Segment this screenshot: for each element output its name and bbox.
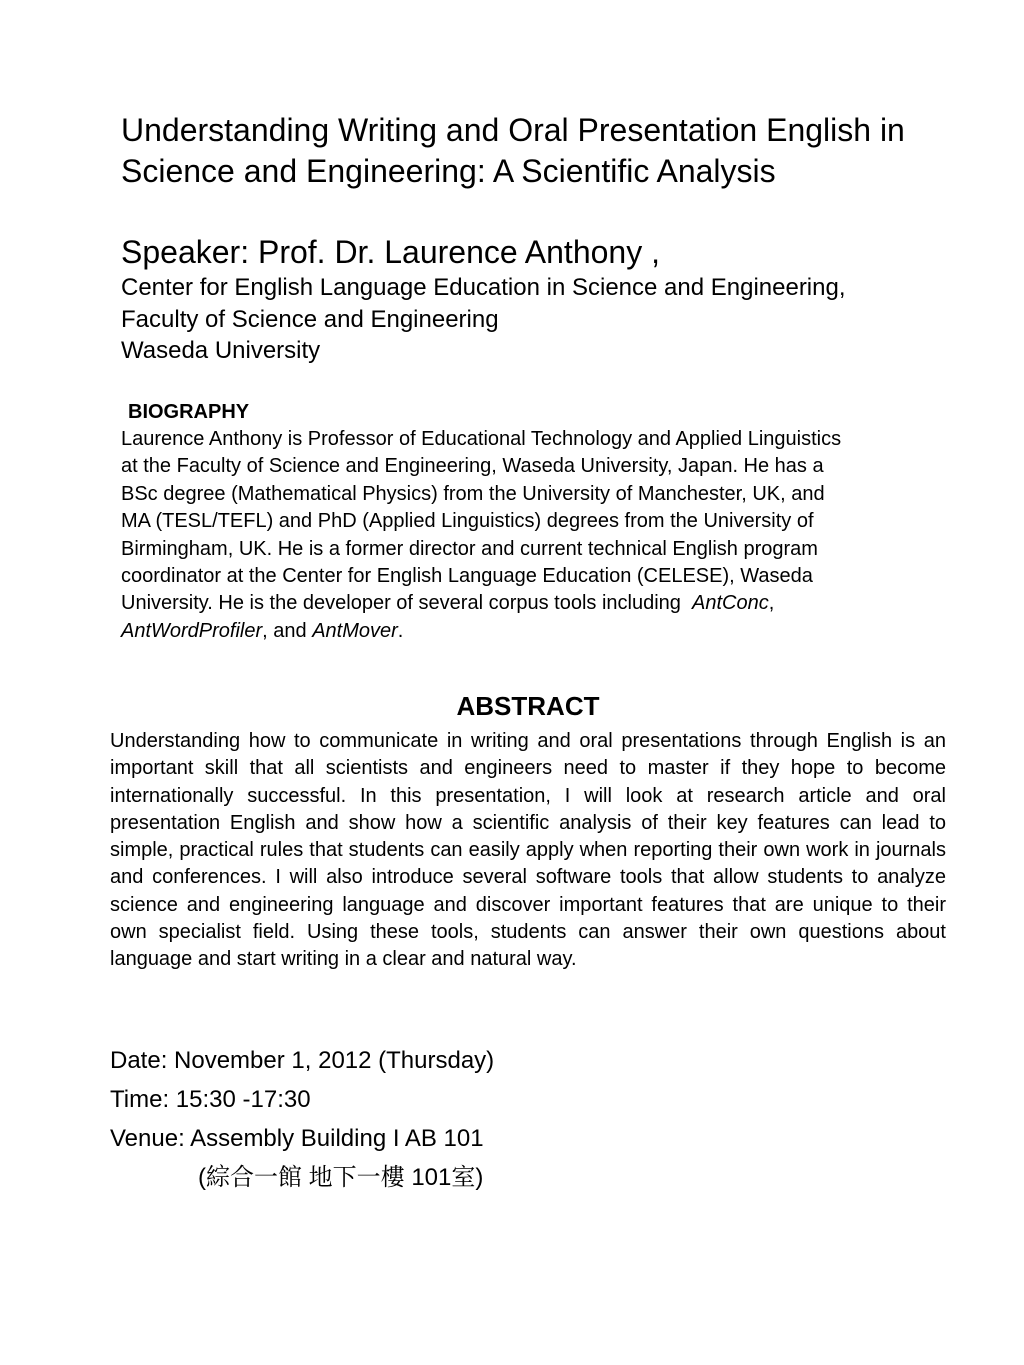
abstract-text: Understanding how to communicate in writing and oral presentations through English is an important skill that all scientists and engineers need to master if they hope to become internationally successful. In this presentation, I will look at research article and oral presentation English and show how a scientific analysis of their key features can lead to simple, practical rules that students can easily apply when reporting their own work in journals and conferences. I will also introduce several software tools that allow students to analyze science and engineering language and discover important features that are unique to their own specialist field. Using these tools, students can answer their own questions about language and start writing in a clear and natural way. (110, 730, 946, 971)
affiliation-line: Waseda University (121, 337, 321, 364)
event-venue: Venue: Assembly Building I AB 101 (110, 1125, 484, 1152)
affiliation-line: Faculty of Science and Engineering (121, 305, 499, 333)
separator: , (768, 592, 775, 615)
event-details (110, 1041, 990, 1158)
affiliation-line: Center for English Language Education in Science and Engineering, (121, 274, 846, 301)
biography-line-text: University. He is the developer of several corpus tools including (121, 592, 681, 615)
biography-line: coordinator at the Center for English Language Education (CELESE), Waseda (121, 565, 813, 588)
biography-heading: BIOGRAPHY (128, 401, 250, 423)
tool-name-antconc: AntConc (692, 592, 769, 615)
biography-line: at the Faculty of Science and Engineering, Waseda University, Japan. He has a (121, 455, 824, 478)
tool-name-antwordprofiler: AntWordProfiler (121, 619, 263, 642)
biography-text (121, 426, 971, 645)
biography-line (121, 590, 971, 617)
abstract-heading: ABSTRACT (456, 691, 600, 721)
tool-name-antmover: AntMover (312, 619, 398, 642)
event-time: Time: 15:30 -17:30 (110, 1086, 311, 1113)
speaker-block (121, 232, 1001, 367)
biography-line: Laurence Anthony is Professor of Educational Technology and Applied Linguistics (121, 428, 842, 450)
biography-line: MA (TESL/TEFL) and PhD (Applied Linguistics) degrees from the University of (121, 510, 814, 533)
title-line: Science and Engineering: A Scientific Analysis (121, 153, 776, 189)
event-date: Date: November 1, 2012 (Thursday) (110, 1047, 495, 1074)
venue-room-note: (綜合一館 地下一樓 101室) (198, 1164, 484, 1191)
biography-line (121, 618, 971, 645)
title-line: Understanding Writing and Oral Presentation English in (121, 112, 905, 148)
speaker-name: Speaker: Prof. Dr. Laurence Anthony , (121, 234, 660, 270)
sentence-end: . (397, 619, 404, 642)
biography-line: Birmingham, UK. He is a former director and current technical English program (121, 537, 818, 560)
separator: , and (262, 619, 313, 642)
biography-line: BSc degree (Mathematical Physics) from the University of Manchester, UK, and (121, 482, 825, 505)
document-title (121, 110, 1001, 192)
